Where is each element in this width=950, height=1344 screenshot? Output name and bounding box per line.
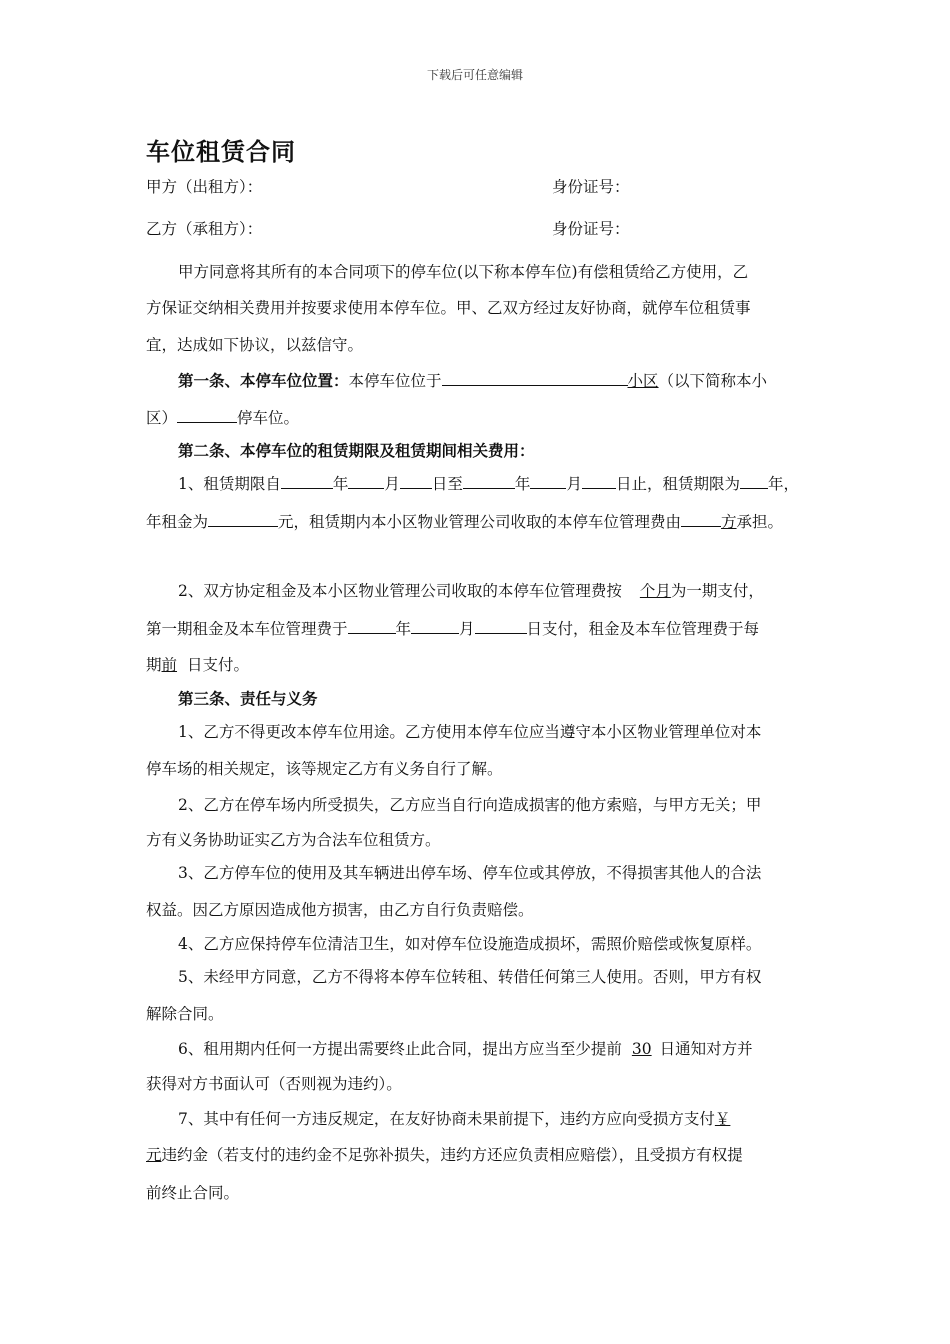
- year-text: 年: [332, 475, 349, 493]
- term-year-text: 年，: [767, 475, 799, 493]
- penalty-text-2: 违约金（若支付的违约金不足弥补损失，违约方还应负责相应赔偿），且受损方有权提: [161, 1146, 743, 1164]
- duty-5-line-2: 解除合同。: [146, 1005, 224, 1023]
- party-b-line: [146, 218, 816, 240]
- duty-1-line-2: 停车场的相关规定，该等规定乙方有义务自行了解。: [146, 760, 503, 778]
- contract-title: 车位租赁合同: [146, 138, 296, 166]
- duty-7-line-1: [178, 1108, 818, 1130]
- duty-7-line-3: 前终止合同。: [146, 1184, 240, 1202]
- duty-6-line-1: [178, 1038, 818, 1060]
- intro-line-3: 宜，达成如下协议，以兹信守。: [146, 336, 364, 354]
- article-1-text-3: 区）: [146, 409, 178, 427]
- duty-4-line-1: 4、乙方应保持停车位清洁卫生，如对停车位设施造成损坏，需照价赔偿或恢复原样。: [178, 935, 762, 953]
- intro-line-2: 方保证交纳相关费用并按要求使用本停车位。甲、乙双方经过友好协商，就停车位租赁事: [146, 299, 751, 317]
- community-blank: [442, 369, 628, 386]
- duty-1-line-1: 1、乙方不得更改本停车位用途。乙方使用本停车位应当遵守本小区物业管理单位对本: [178, 723, 762, 741]
- article-2-p2-line-2: [146, 617, 816, 640]
- end-day-blank: [582, 472, 616, 489]
- annual-rent-text: 年租金为: [146, 513, 209, 531]
- pay-day-text: 日支付。: [187, 656, 250, 674]
- article-1-text-4: 停车位。: [237, 409, 300, 427]
- article-1-line-2: [146, 406, 816, 429]
- party-b-id-label: 身份证号：: [552, 220, 630, 238]
- fee-party-suffix: 方: [721, 513, 737, 531]
- annual-rent-blank: [208, 510, 278, 527]
- month-text: 月: [384, 475, 400, 493]
- duty-3-line-1: 3、乙方停车位的使用及其车辆进出停车场、停车位或其停放，不得损害其他人的合法: [178, 864, 762, 882]
- article-2-p1-line-2: [146, 510, 816, 533]
- first-payment-text: 第一期租金及本车位管理费于: [146, 620, 348, 638]
- lease-term-text: 1、租赁期限自: [178, 475, 281, 493]
- notice-text: 6、租用期内任何一方提出需要终止此合同，提出方应当至少提前: [178, 1040, 622, 1058]
- period-text: 期: [146, 656, 162, 674]
- notice-text-2: 日通知对方并: [659, 1040, 753, 1058]
- duty-6-line-2: 获得对方书面认可（否则视为违约）。: [146, 1075, 402, 1093]
- currency-symbol: ￥: [714, 1110, 731, 1128]
- duty-2-line-2: 方有义务协助证实乙方为合法车位租赁方。: [146, 831, 441, 849]
- article-1-text-2: （以下简称本小: [658, 372, 768, 390]
- before-text: 前: [161, 656, 178, 674]
- party-a-label: 甲方（出租方）：: [146, 178, 263, 196]
- day-to-text: 日至: [431, 475, 463, 493]
- day-end-text: 日止，租赁期限为: [615, 475, 740, 493]
- payment-period-text: 2、双方协定租金及本小区物业管理公司收取的本停车位管理费按: [178, 582, 622, 600]
- article-2-p2-line-1: [178, 580, 818, 602]
- duty-7-line-2: [146, 1144, 816, 1166]
- party-a-line: [146, 176, 816, 198]
- article-2-p1-line-1: [178, 472, 818, 495]
- start-year-blank: [281, 472, 333, 489]
- duty-5-line-1: 5、未经甲方同意，乙方不得将本停车位转租、转借任何第三人使用。否则，甲方有权: [178, 968, 762, 986]
- term-years-blank: [740, 472, 768, 489]
- penalty-text: 7、其中有任何一方违反规定，在友好协商未果前提下，违约方应向受损方支付: [178, 1110, 715, 1128]
- first-month-text: 月: [459, 620, 475, 638]
- article-1-heading: 第一条、本停车位位置：: [178, 372, 349, 390]
- duty-2-line-1: 2、乙方在停车场内所受损失，乙方应当自行向造成损害的他方索赔，与甲方无关；甲: [178, 796, 762, 814]
- fee-party-blank: [681, 510, 721, 527]
- notice-days: 30: [631, 1040, 652, 1058]
- party-a-id-label: 身份证号：: [552, 178, 630, 196]
- spot-number-blank: [177, 406, 237, 423]
- payment-schedule-text: 日支付，租金及本车位管理费于每: [526, 620, 760, 638]
- bear-text: 承担。: [736, 513, 784, 531]
- duty-3-line-2: 权益。因乙方原因造成他方损害，由乙方自行负责赔偿。: [146, 901, 534, 919]
- yuan-text: 元: [146, 1146, 162, 1164]
- first-year-text: 年: [395, 620, 412, 638]
- start-month-blank: [348, 472, 384, 489]
- article-1-line-1: [178, 369, 818, 392]
- payment-period-text-2: 为一期支付，: [670, 582, 764, 600]
- management-fee-text: 元，租赁期内本小区物业管理公司收取的本停车位管理费由: [278, 513, 682, 531]
- party-b-label: 乙方（承租方）：: [146, 220, 263, 238]
- page-header: 下载后可任意编辑: [426, 68, 523, 82]
- payment-period-value: 个月: [639, 582, 671, 600]
- end-month-blank: [530, 472, 566, 489]
- month-text-2: 月: [566, 475, 582, 493]
- year-text-2: 年: [514, 475, 531, 493]
- article-1-text: 本停车位位于: [348, 372, 442, 390]
- community-suffix: 小区: [627, 372, 659, 390]
- article-2-heading: 第二条、本停车位的租赁期限及租赁期间相关费用：: [178, 442, 535, 460]
- first-month-blank: [411, 617, 459, 634]
- intro-line-1: 甲方同意将其所有的本合同项下的停车位(以下称本停车位)有偿租赁给乙方使用，乙: [178, 263, 749, 281]
- article-2-p2-line-3: [146, 654, 816, 676]
- start-day-blank: [400, 472, 432, 489]
- first-year-blank: [348, 617, 396, 634]
- first-day-blank: [475, 617, 527, 634]
- end-year-blank: [463, 472, 515, 489]
- article-3-heading: 第三条、责任与义务: [178, 690, 318, 708]
